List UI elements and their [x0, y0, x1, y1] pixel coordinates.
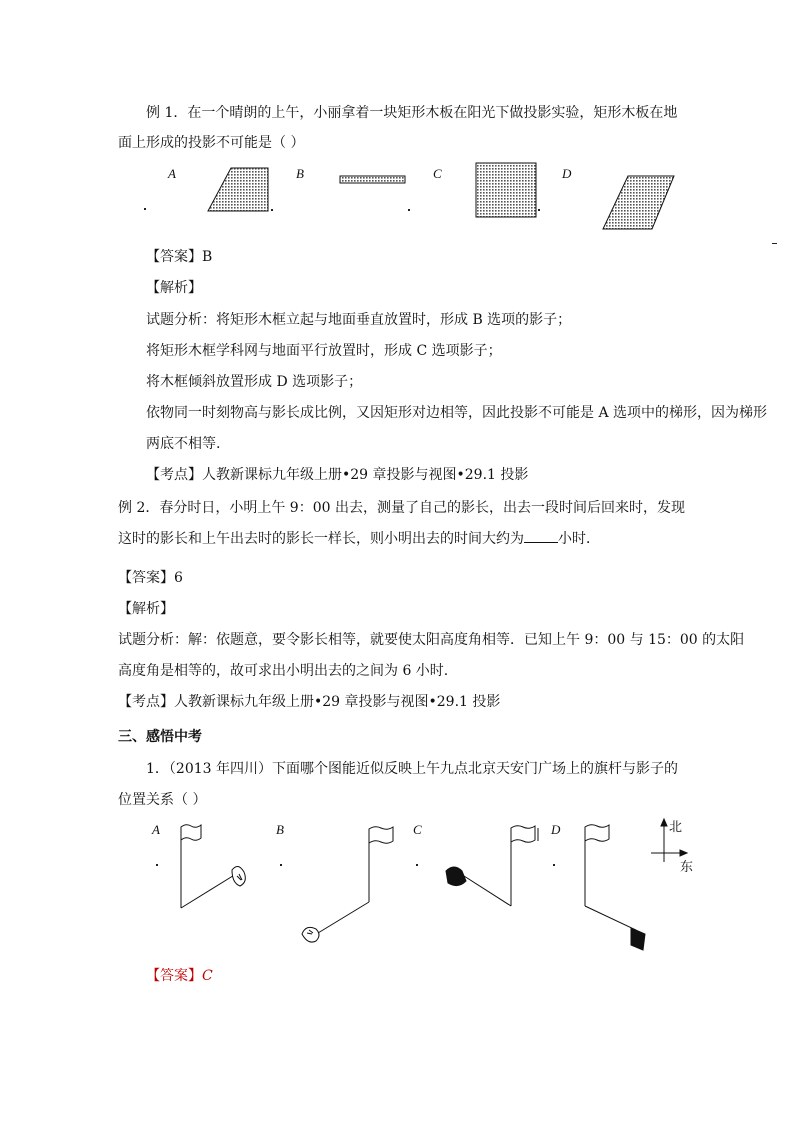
flagpole-figure-c: [446, 826, 538, 906]
example2-question-text: 这时的影长和上午出去时的影长一样长，则小明出去的时间大约为: [118, 531, 524, 547]
example2-analysis-line: 高度角是相等的，故可求出小明出去的之间为 6 小时.: [118, 663, 449, 679]
example1-analysis-line: 依物同一时刻物高与影长成比例，又因矩形对边相等，因此投影不可能是 A 选项中的梯形，因为梯形: [146, 405, 768, 421]
compass-east-label: 东: [680, 860, 694, 875]
example2-question-unit: 小时．: [558, 531, 600, 547]
option-label-b: B: [276, 822, 284, 837]
option-label-b: B: [296, 166, 304, 181]
example2-analysis-line: 试题分析：解：依题意，要令影长相等，就要使太阳高度角相等．已知上午 9：00 与 15：00 的太阳: [118, 632, 745, 648]
example1-kaodian: 【考点】人教新课标九年级上册•29 章投影与视图•29.1 投影: [146, 467, 529, 483]
option-label-c: C: [433, 166, 442, 181]
section3-heading: 三、感悟中考: [118, 729, 202, 745]
section3-q1-line1: 1．（2013 年四川）下面哪个图能近似反映上午九点北京天安门广场上的旗杆与影子的: [146, 761, 678, 777]
example2-kaodian: 【考点】人教新课标九年级上册•29 章投影与视图•29.1 投影: [118, 694, 501, 710]
example2-answer: 【答案】6: [118, 570, 183, 586]
answer-label: 【答案】: [146, 968, 202, 984]
section3-q1-line2: 位置关系（ ）: [118, 792, 207, 808]
example1-analysis-line: 试题分析：将矩形木框立起与地面垂直放置时，形成 B 选项的影子；: [146, 312, 572, 328]
example1-answer: 【答案】B: [146, 249, 213, 265]
option-label-a: A: [152, 822, 160, 837]
example1-analysis-line: 将木框倾斜放置形成 D 选项影子；: [146, 374, 363, 390]
example1-analysis-line: 将矩形木框学科网与地面平行放置时，形成 C 选项影子；: [146, 343, 502, 359]
example1-analysis-title: 【解析】: [146, 280, 202, 296]
example1-question-line1: 例 1．在一个晴朗的上午，小丽拿着一块矩形木板在阳光下做投影实验，矩形木板在地: [146, 105, 678, 121]
flagpole-figure-b: [302, 827, 393, 942]
example2-analysis-title: 【解析】: [118, 601, 174, 617]
example1-analysis-line: 两底不相等.: [146, 436, 221, 452]
example1-question-line2: 面上形成的投影不可能是（ ）: [118, 135, 305, 151]
flagpole-figure-a: [181, 825, 245, 908]
option-label-d: D: [551, 822, 561, 837]
compass-north-label: 北: [669, 820, 683, 835]
option-label-d: D: [562, 166, 572, 181]
section3-answer: [146, 966, 213, 986]
example2-question-line1: 例 2．春分时日，小明上午 9：00 出去，测量了自己的影长，出去一段时间后回来时，发现: [118, 500, 685, 516]
answer-value: C: [202, 968, 213, 984]
option-label-c: C: [413, 822, 422, 837]
flagpole-figure-d: [585, 825, 645, 950]
option-label-a: A: [168, 166, 176, 181]
